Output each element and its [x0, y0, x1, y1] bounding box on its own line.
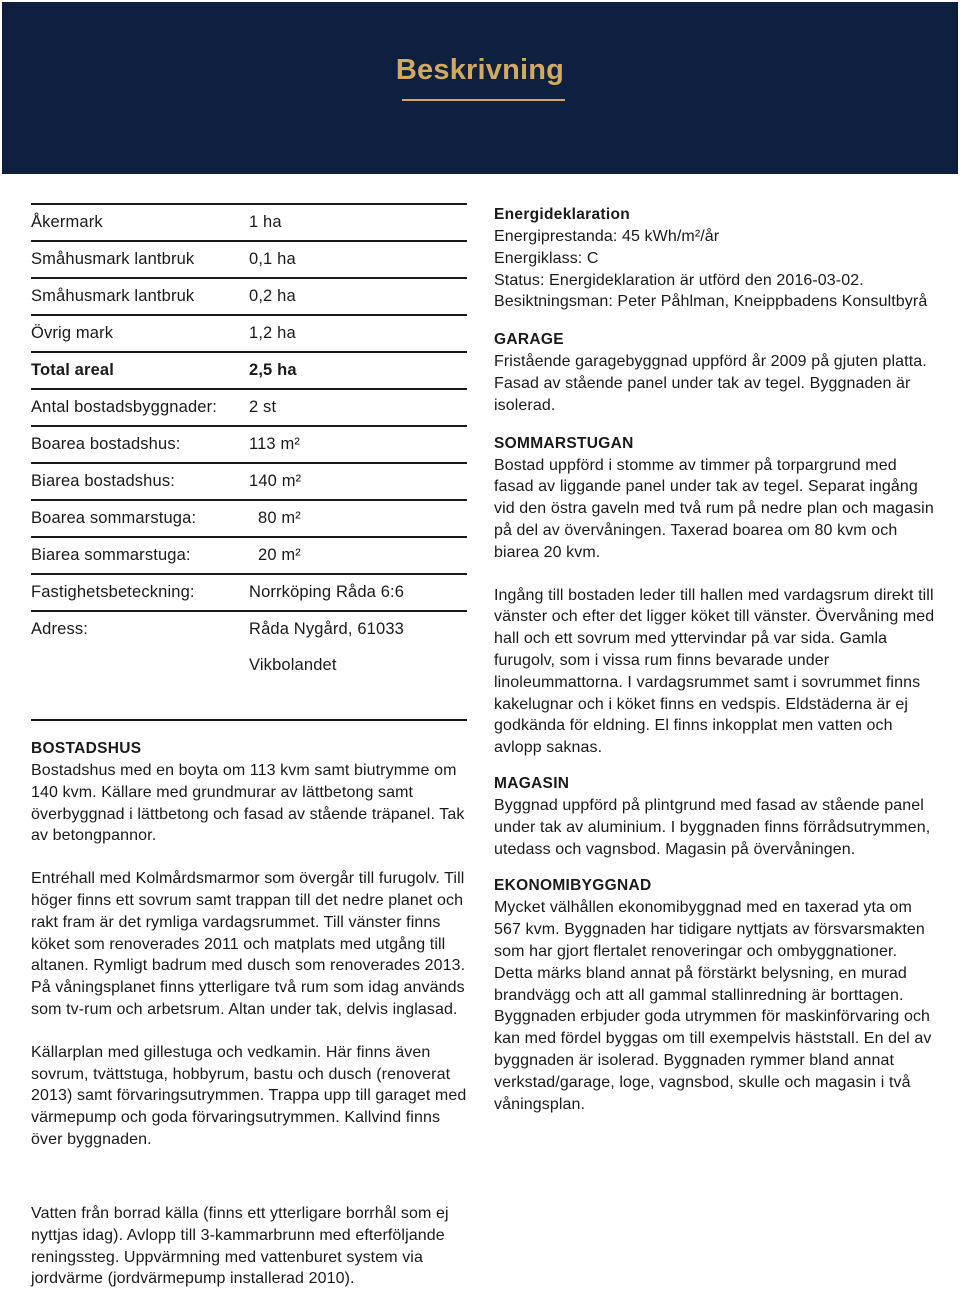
- energy-line: Energiklass: C: [494, 249, 599, 267]
- fact-value: Norrköping Råda 6:6: [249, 583, 405, 601]
- section-heading-bostadshus: BOSTADSHUS: [31, 740, 142, 757]
- paragraph: Bostadshus med en boyta om 113 kvm samt biutrymme om 140 kvm. Källare med grundmurar av lättbetong samt överbyggnad i lättbetong och fasad av stående träpanel. Tak av betongpannor.: [31, 762, 465, 845]
- paragraph: Vatten från borrad källa (finns ett ytterligare borrhål som ej nyttjas idag). Avlopp till 3-kammarbrunn med efterföljande reningssteg. Uppvärmning med vattenburet system via jordvärme (jordvärmepump installerad 2010).: [31, 1205, 449, 1288]
- fact-row: [31, 501, 467, 538]
- fact-value: 0,2 ha: [249, 287, 296, 305]
- title-underline: [402, 99, 565, 101]
- section-heading-energideklaration: Energideklaration: [494, 206, 631, 223]
- fact-row: [31, 242, 467, 279]
- paragraph: Fristående garagebyggnad uppförd år 2009 på gjuten platta. Fasad av stående panel under tak av tegel. Byggnaden är isolerad.: [494, 353, 927, 414]
- paragraph: Byggnad uppförd på plintgrund med fasad av stående panel under tak av aluminium. I byggnaden finns förrådsutrymmen, utedass och vagnsbod. Magasin på övervåningen.: [494, 796, 931, 858]
- paragraph: Bostad uppförd i stomme av timmer på torpargrund med fasad av liggande panel under tak av tegel. Separat ingång vid den östra gaveln med två rum på nedre plan och magasin på del av övervåningen. Taxerad boarea om 80 kvm och biarea 20 kvm.: [494, 456, 934, 561]
- fact-label: Antal bostadsbyggnader:: [31, 398, 217, 416]
- fact-label: Biarea sommarstuga:: [31, 546, 191, 564]
- paragraph: Källarplan med gillestuga och vedkamin. Här finns även sovrum, tvättstuga, hobbyrum, bastu och dusch (renoverat 2013) samt förvaringsutrymmen. Trappa upp till garaget med värmepump och goda förvaringsutrymmen. Kallvind finns över byggnaden.: [31, 1043, 467, 1148]
- section-heading-magasin: MAGASIN: [494, 774, 570, 792]
- page-title: Beskrivning: [395, 54, 565, 86]
- fact-label: Småhusmark lantbruk: [31, 250, 195, 268]
- fact-label: Fastighetsbeteckning:: [31, 583, 195, 601]
- fact-value: 1,2 ha: [249, 324, 296, 342]
- fact-label: Adress:: [31, 620, 88, 638]
- right-column: [494, 204, 940, 1115]
- fact-label: Småhusmark lantbruk: [31, 287, 195, 305]
- fact-value-line2: Vikbolandet: [249, 656, 337, 674]
- fact-value: 2 st: [249, 398, 277, 416]
- fact-value: Råda Nygård, 61033: [249, 620, 404, 638]
- facts-table: [31, 203, 467, 721]
- fact-value: 20 m²: [258, 546, 301, 564]
- section-heading-ekonomibyggnad: EKONOMIBYGGNAD: [494, 877, 652, 895]
- fact-value: 1 ha: [249, 213, 282, 231]
- fact-value: 113 m²: [249, 435, 301, 453]
- fact-row: [31, 279, 467, 316]
- paragraph: Ingång till bostaden leder till hallen med vardagsrum direkt till vänster och efter det ligger köket till vänster. Övervåning med hall och ett sovrum med yttervindar på var sida. Gamla furugolv, som i vissa rum finns bevarade under linoleummattorna. I vardagsrummet samt i sovrummet finns kakelugnar och i köket finns en vedspis. Eldstäderna är ej godkända för eldning. El finns inkopplat men vatten och avlopp saknas.: [494, 586, 935, 757]
- energy-line: Status: Energideklaration är utförd den 2016-03-02.: [494, 271, 864, 289]
- fact-value: 80 m²: [258, 509, 301, 527]
- fact-row-total: [31, 353, 467, 390]
- paragraph: Entréhall med Kolmårdsmarmor som övergår till furugolv. Till höger finns ett sovrum samt trappan till det nedre planet och rakt fram är det rymliga vardagsrummet. Till vänster finns köket som renoverades 2011 och matplats med utgång till altanen. Rymligt badrum med dusch som renoverades 2013. På våningsplanet finns ytterligare två rum som idag används som tv-rum och arbetsrum. Altan under tak, delvis inglasad.: [31, 870, 466, 1018]
- fact-label: Biarea bostadshus:: [31, 472, 175, 490]
- page-header: [2, 2, 958, 174]
- fact-value: 0,1 ha: [249, 250, 296, 268]
- fact-row: [31, 390, 467, 427]
- fact-row: [31, 538, 467, 575]
- fact-row: [31, 575, 467, 612]
- section-heading-sommarstugan: SOMMARSTUGAN: [494, 434, 634, 452]
- paragraph: Mycket välhållen ekonomibyggnad med en taxerad yta om 567 kvm. Byggnaden har tidigare nyttjats av försvarsmakten som har gjort flertalet renoveringar och ombyggnationer. Detta märks bland annat på förstärkt belysning, en murad brandvägg och att all gammal stallinredning är borttagen. Byggnaden erbjuder goda utrymmen för maskinförvaring och kan med fördel byggas om till exempelvis häststall. En del av byggnaden är isolerad. Byggnaden rymmer bland annat verkstad/garage, loge, vagnsbod, skulle och magasin i två våningsplan.: [494, 899, 932, 1113]
- fact-row: [31, 464, 467, 501]
- fact-label: Total areal: [31, 361, 114, 379]
- fact-value: 2,5 ha: [249, 361, 297, 379]
- fact-label: Boarea sommarstuga:: [31, 509, 197, 527]
- fact-value: 140 m²: [249, 472, 302, 490]
- energy-line: Besiktningsman: Peter Påhlman, Kneippbadens Konsultbyrå: [494, 293, 928, 311]
- fact-row: [31, 427, 467, 464]
- fact-label: Övrig mark: [31, 324, 114, 342]
- fact-row: [31, 205, 467, 242]
- fact-label: Boarea bostadshus:: [31, 435, 181, 453]
- section-heading-garage: GARAGE: [494, 331, 564, 349]
- left-column: [31, 203, 467, 1151]
- fact-row: [31, 316, 467, 353]
- fact-row-address: [31, 612, 467, 721]
- left-bottom-block: [31, 1203, 471, 1290]
- fact-label: Åkermark: [31, 213, 103, 231]
- energy-line: Energiprestanda: 45 kWh/m²/år: [494, 228, 720, 245]
